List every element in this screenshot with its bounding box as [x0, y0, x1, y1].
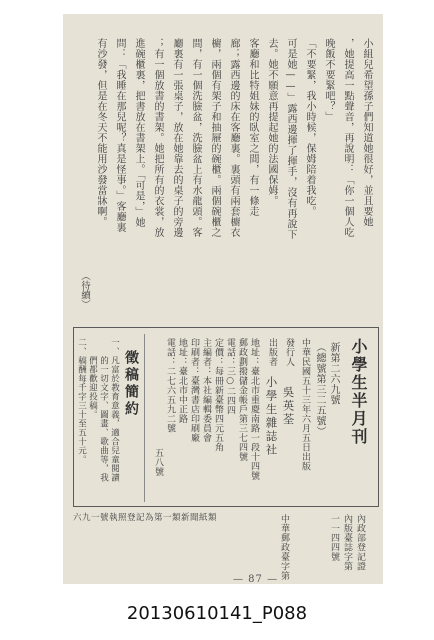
address-2-extra: 五八號 — [153, 448, 163, 477]
postal-line: 六九一號執照登記為第一類新聞紙類 — [73, 513, 218, 523]
solicitation-item: 一、凡富於教育意義，適合兒童閱讀 — [109, 338, 120, 482]
story-column: 可是她——」露西邊揮了揮手，沒有再說下 — [285, 38, 296, 240]
colophon-box — [73, 327, 379, 507]
story-column: ；有一個放書的書架。她把所有的衣裳，放 — [152, 38, 163, 238]
address-2: 地址：臺北市中正路 — [177, 338, 187, 424]
postal-account: 郵政劃撥儲金帳戶第三七四號 — [237, 338, 247, 462]
solicitation-item: 二、稿酬每千字三十至五十元。 — [76, 338, 87, 464]
story-column: 小組兒希望孫子們知道她很好，並且要她 — [361, 38, 372, 227]
editor: 主編者：本社編輯委員會 — [201, 338, 211, 443]
press-label: 出版者 — [267, 338, 277, 367]
publisher-label: 發行人 — [284, 338, 294, 367]
printer: 印刷者：臺灣書店印刷廠 — [189, 338, 199, 443]
to-be-continued-note: （待續） — [79, 271, 90, 309]
story-column: ，她提高一點聲音，再說明：「你一個人吃 — [342, 38, 353, 238]
postal-line: 中華郵政臺字第 — [279, 514, 289, 581]
price: 定價：每冊新臺幣四元五角 — [213, 338, 223, 452]
issue-total: （總號第三二五號） — [314, 342, 325, 437]
story-column: 有沙發，但是在冬天不能用沙發當牀啊。 — [95, 38, 106, 227]
story-column: 廊；露西邊的床在客廳裏。裏頭有兩套櫥衣 — [228, 38, 239, 238]
story-column: 去。她不願意再提起她的法國保姆。 — [266, 38, 277, 206]
story-column: 進碗櫃裏，把書放在書架上。「可是，」她 — [133, 38, 144, 228]
story-column: 櫥，兩個有架子和抽屜的碗櫃。兩個碗櫃之 — [209, 38, 220, 238]
story-column: 廳裏有一張桌子，放在她靠去的桌子的旁邊 — [171, 38, 182, 238]
postal-line: 內政部登記證 — [355, 514, 365, 571]
solicitation-title: 徵稿簡約 — [123, 350, 139, 418]
box-divider — [144, 334, 145, 502]
press-name: 小學生雜誌社 — [264, 376, 279, 457]
solicitation-item: 們都歡迎投稿。 — [87, 338, 98, 419]
publisher-name: 吳英荃 — [281, 386, 296, 427]
magazine-page — [63, 14, 383, 584]
phone-2: 電話：二七六五九二號 — [165, 338, 175, 433]
publish-date: 中華民國五十三年六月五日出版 — [300, 338, 310, 471]
solicitation-item: 的一切文字、圖畫、歌曲等，我 — [98, 338, 109, 482]
postal-line: 一一四四號 — [329, 514, 339, 562]
story-column: 問：「我睡在那兒呢？真是怪事。」客廳裏 — [114, 38, 125, 233]
story-column: 間，有一個洗臉盆，洗臉盆上有水龍頭。客 — [190, 38, 201, 238]
postal-line: 內版臺誌字第 — [342, 514, 352, 571]
address-1: 地址：臺北市重慶南路一段十四號 — [249, 338, 259, 481]
image-caption: 20130610141_P088 — [126, 603, 308, 624]
story-column: 晚飯不要緊吧？」 — [323, 38, 334, 122]
story-column: 「不要緊，我小時候，保姆陪着我吃。 — [304, 38, 315, 217]
issue-number: 新第二六九號 — [328, 342, 339, 405]
page-number: — 87 — — [233, 574, 279, 585]
phone-1: 電話：三○二四四 — [225, 338, 235, 415]
magazine-title: 小學生半月刊 — [349, 338, 368, 446]
story-column: 客廳和比特姐妹的臥室之間，有一條走 — [247, 38, 258, 217]
